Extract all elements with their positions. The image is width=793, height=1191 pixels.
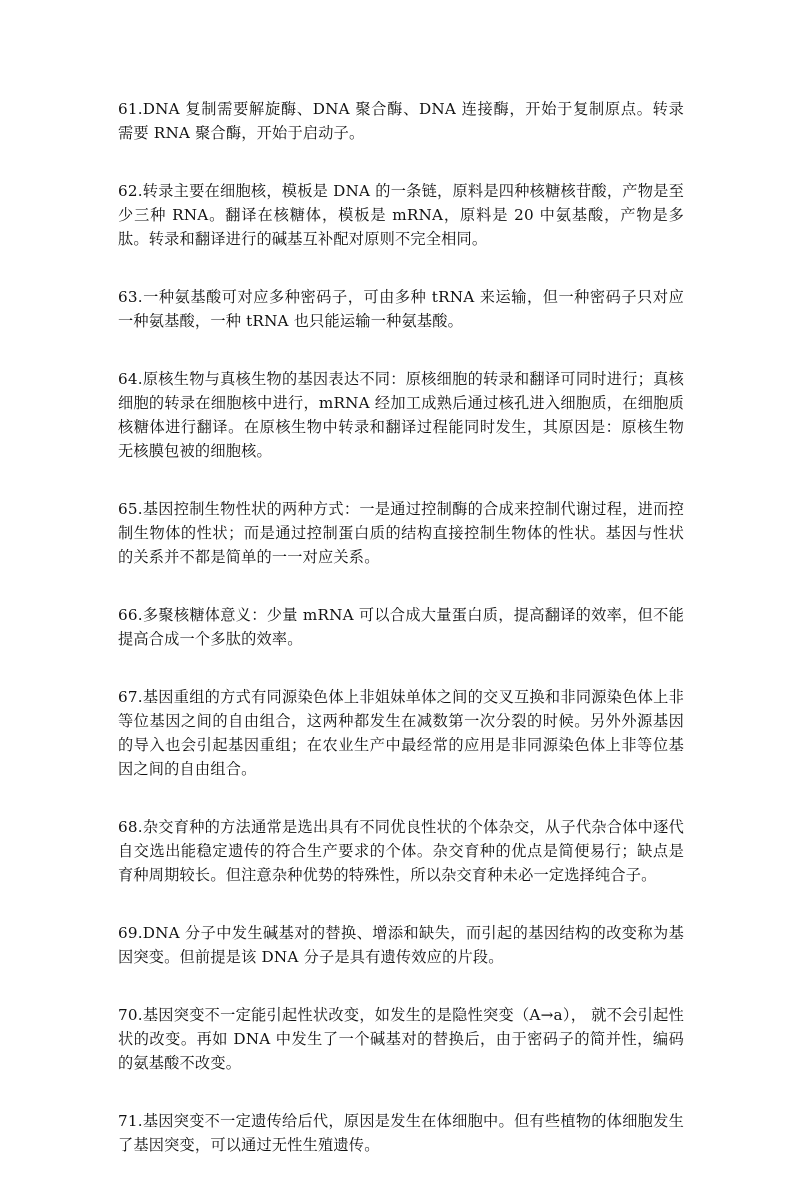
paragraph-64: 64.原核生物与真核生物的基因表达不同：原核细胞的转录和翻译可同时进行；真核细胞的转录在细胞核中进行，mRNA 经加工成熟后通过核孔进入细胞质，在细胞质核糖体进行翻译。在原核生物中转录和翻译过程能同时发生，其原因是：原核生物无核膜包被的细胞核。: [118, 370, 684, 460]
document-page: [118, 97, 684, 1191]
paragraph-69: 69.DNA 分子中发生碱基对的替换、增添和缺失，而引起的基因结构的改变称为基因突变。但前提是该 DNA 分子是具有遗传效应的片段。: [118, 924, 684, 966]
paragraph-67: 67.基因重组的方式有同源染色体上非姐妹单体之间的交叉互换和非同源染色体上非等位基因之间的自由组合，这两种都发生在减数第一次分裂的时候。另外外源基因的导入也会引起基因重组；在农业生产中最经常的应用是非同源染色体上非等位基因之间的自由组合。: [118, 688, 684, 778]
paragraph-66: 66.多聚核糖体意义：少量 mRNA 可以合成大量蛋白质，提高翻译的效率，但不能提高合成一个多肽的效率。: [118, 606, 684, 648]
paragraph-68: 68.杂交育种的方法通常是选出具有不同优良性状的个体杂交，从子代杂合体中逐代自交选出能稳定遗传的符合生产要求的个体。杂交育种的优点是简便易行；缺点是育种周期较长。但注意杂种优势的特殊性，所以杂交育种未必一定选择纯合子。: [118, 818, 684, 884]
paragraph-65: 65.基因控制生物性状的两种方式：一是通过控制酶的合成来控制代谢过程，进而控制生物体的性状；而是通过控制蛋白质的结构直接控制生物体的性状。基因与性状的关系并不都是简单的一一对应关系。: [118, 500, 684, 566]
paragraph-70: 70.基因突变不一定能引起性状改变，如发生的是隐性突变（A→a）， 就不会引起性状的改变。再如 DNA 中发生了一个碱基对的替换后，由于密码子的简并性，编码的氨基酸不改变。: [118, 1006, 684, 1072]
paragraph-63: 63.一种氨基酸可对应多种密码子，可由多种 tRNA 来运输，但一种密码子只对应一种氨基酸，一种 tRNA 也只能运输一种氨基酸。: [118, 288, 684, 330]
paragraph-71: 71.基因突变不一定遗传给后代，原因是发生在体细胞中。但有些植物的体细胞发生了基因突变，可以通过无性生殖遗传。: [118, 1112, 684, 1154]
paragraph-61: 61.DNA 复制需要解旋酶、DNA 聚合酶、DNA 连接酶，开始于复制原点。转录需要 RNA 聚合酶，开始于启动子。: [118, 100, 684, 142]
paragraph-62: 62.转录主要在细胞核，模板是 DNA 的一条链，原料是四种核糖核苷酸，产物是至少三种 RNA。翻译在核糖体，模板是 mRNA，原料是 20 中氨基酸，产物是多肽。转录和翻译进行的碱基互补配对原则不完全相同。: [118, 182, 684, 248]
